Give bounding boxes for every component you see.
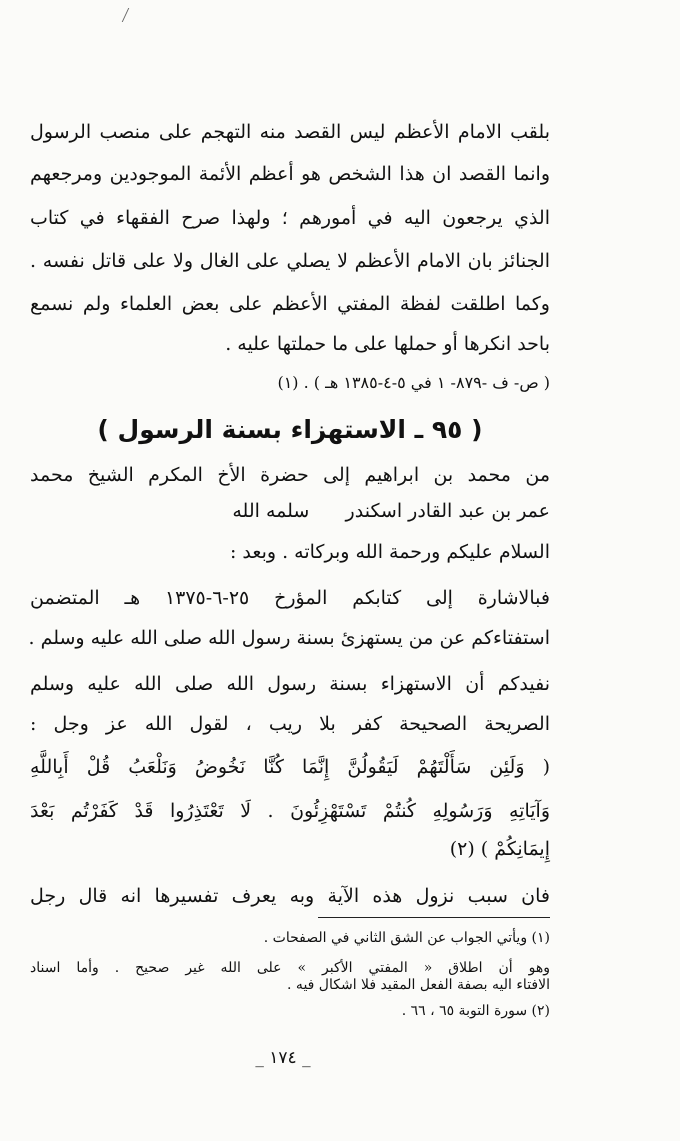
body-line-3: الذي يرجعون اليه في أمورهم ؛ ولهذا صرح الفقهاء في كتاب <box>30 207 550 229</box>
scan-mark <box>122 8 142 22</box>
verse-line2: وَآيَاتِهِ وَرَسُولِهِ كُنتُمْ تَسْتَهْزِئُونَ . لَا تَعْتَذِرُوا قَدْ كَفَرْتُم بَعْدَ <box>30 800 550 822</box>
body-line-2: وانما القصد ان هذا الشخص هو أعظم الأئمة الموجودين ومرجعهم <box>30 163 550 185</box>
letter-to-line: عمر بن عبد القادر اسكندر سلمه الله <box>232 500 550 522</box>
section-title: ( ٩٥ ـ الاستهزاء بسنة الرسول ) <box>97 415 483 444</box>
footnote-1-line1: (١) ويأتي الجواب عن الشق الثاني في الصفحات . <box>263 930 550 946</box>
body-line-4: الجنائز بان الامام الأعظم لا يصلي على الغال ولا على قاتل نفسه . <box>30 250 550 272</box>
letter-from-line: من محمد بن ابراهيم إلى حضرة الأخ المكرم الشيخ محمد <box>30 464 550 486</box>
footnote-1-line3: الافتاء اليه بصفة الفعل المقيد فلا اشكال فيه . <box>287 977 550 993</box>
para2-line1: نفيدكم أن الاستهزاء بسنة رسول الله صلى الله عليه وسلم <box>30 673 550 695</box>
letter-greeting: السلام عليكم ورحمة الله وبركاته . وبعد : <box>229 541 550 563</box>
body-line-5: وكما اطلقت لفظة المفتي الأعظم على بعض العلماء ولم نسمع <box>30 293 550 315</box>
footnote-1-line2: وهو أن اطلاق « المفتي الأكبر » على الله غير صحيح . وأما اسناد <box>30 960 550 976</box>
footnote-rule <box>318 917 550 918</box>
page-number: _ ١٧٤ _ <box>255 1048 311 1068</box>
para3-line1: فان سبب نزول هذه الآية وبه يعرف تفسيرها انه قال رجل <box>30 885 550 907</box>
body-line-6: باحد انكرها أو حملها على ما حملتها عليه . <box>225 333 550 355</box>
body-line-1: بلقب الامام الأعظم ليس القصد منه التهجم على منصب الرسول <box>30 121 550 143</box>
verse-line1: ( وَلَئِن سَأَلْتَهُمْ لَيَقُولُنَّ إِنَّمَا كُنَّا نَخُوضُ وَنَلْعَبُ قُلْ أَبِاللَّهِ <box>30 756 550 778</box>
para1-line2: استفتاءكم عن من يستهزئ بسنة رسول الله صلى الله عليه وسلم . <box>28 627 550 649</box>
para2-line2: الصريحة الصحيحة كفر بلا ريب ، لقول الله عز وجل : <box>30 713 550 735</box>
footnote-2: (٢) سورة التوبة ٦٥ ، ٦٦ . <box>401 1003 550 1019</box>
source-reference: ( ص- ف -٨٧٩- ١ في ٥-٤-١٣٨٥ هـ ) . (١) <box>277 373 550 392</box>
verse-line3: إِيمَانِكُمْ ) (٢) <box>449 838 550 860</box>
para1-line1: فبالاشارة إلى كتابكم المؤرخ ٢٥-٦-١٣٧٥ هـ المتضمن <box>30 587 550 609</box>
